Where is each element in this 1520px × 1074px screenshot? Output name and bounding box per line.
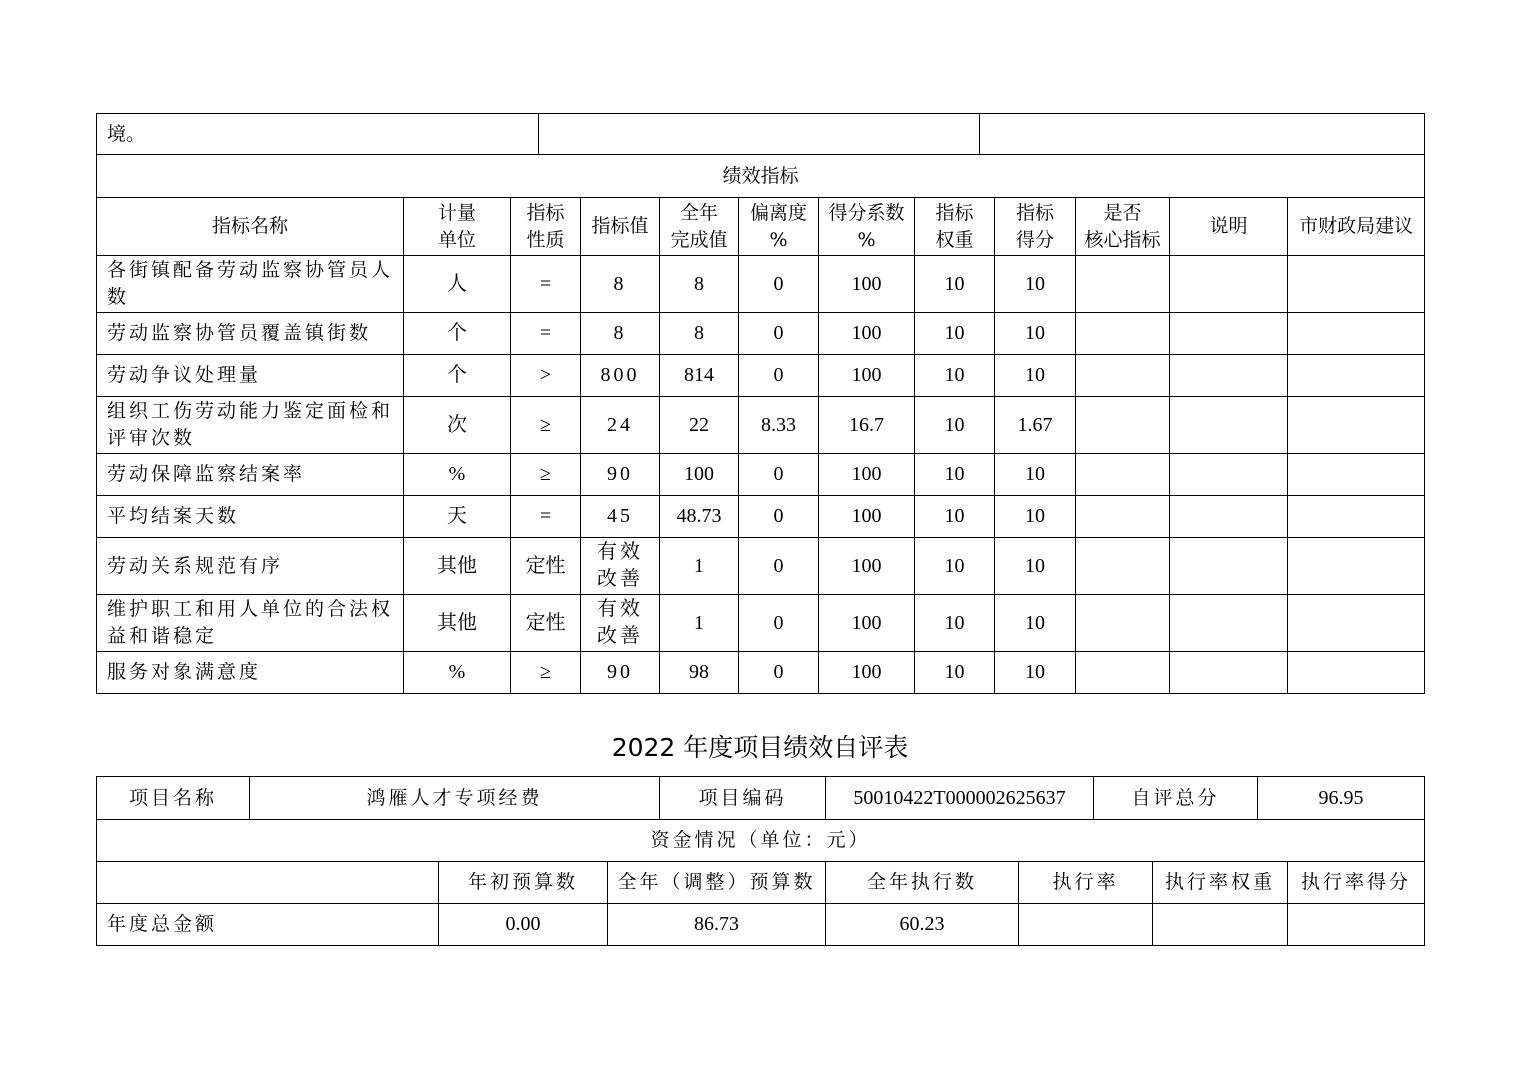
funds-table (96, 861, 1425, 946)
unit-cell: 其他 (404, 595, 511, 652)
funds-cell: 0.00 (439, 904, 608, 946)
unit-cell: % (404, 652, 511, 694)
funds-cell: 执行率得分 (1288, 862, 1425, 904)
indicator-name (97, 355, 404, 397)
note-cell (1170, 454, 1288, 496)
cell-line: 45 (607, 505, 633, 527)
suggestion-cell (1288, 454, 1425, 496)
indicator-name (97, 538, 404, 595)
score-cell: 10 (995, 313, 1076, 355)
cell-line: 指标 (935, 201, 974, 224)
cell-line: 是否 (1103, 201, 1142, 224)
actual-cell: 48.73 (660, 496, 739, 538)
note-cell (1170, 595, 1288, 652)
core-indicator-cell (1076, 397, 1170, 454)
deviation-cell: 0 (739, 355, 819, 397)
deviation-cell: 0 (739, 538, 819, 595)
cell-line: 有效 (597, 541, 643, 563)
weight-cell: 10 (915, 595, 995, 652)
project-name-value: 鸿雁人才专项经费 (250, 777, 660, 820)
note-cell (1170, 313, 1288, 355)
deviation-cell: 0 (739, 313, 819, 355)
cell-line: 指标值 (591, 215, 649, 237)
unit-cell: 其他 (404, 538, 511, 595)
target-cell (581, 397, 660, 454)
report-title: 2022 年度项目绩效自评表 (611, 733, 909, 762)
nature-cell: 定性 (511, 538, 581, 595)
cell-line: 劳动争议处理量 (107, 364, 262, 386)
coefficient-cell: 16.7 (819, 397, 915, 454)
funds-cell (1019, 904, 1153, 946)
performance-indicators-table (96, 154, 1425, 694)
cell-line: 维护职工和用人单位的合法权 (107, 598, 394, 620)
deviation-cell: 0 (739, 652, 819, 694)
score-cell: 10 (995, 538, 1076, 595)
column-header (1170, 198, 1288, 256)
cell-line: % (769, 228, 788, 251)
indicator-name (97, 595, 404, 652)
actual-cell: 1 (660, 595, 739, 652)
coefficient-cell: 100 (819, 538, 915, 595)
core-indicator-cell (1076, 538, 1170, 595)
target-cell (581, 595, 660, 652)
weight-cell: 10 (915, 313, 995, 355)
column-header (97, 198, 404, 256)
cell-line: 全年 (679, 201, 718, 224)
cell-line: 组织工伤劳动能力鉴定面检和 (107, 400, 394, 422)
funds-section-title: 资金情况（单位：元） (97, 820, 1425, 862)
funds-data-row (97, 904, 1425, 946)
actual-cell: 22 (660, 397, 739, 454)
weight-cell: 10 (915, 538, 995, 595)
actual-cell: 8 (660, 313, 739, 355)
funds-cell (97, 862, 439, 904)
empty-cell (980, 114, 1425, 155)
weight-cell: 10 (915, 355, 995, 397)
suggestion-cell (1288, 256, 1425, 313)
coefficient-cell: 100 (819, 313, 915, 355)
target-cell (581, 454, 660, 496)
column-header (1288, 198, 1425, 256)
core-indicator-cell (1076, 256, 1170, 313)
deviation-cell: 0 (739, 454, 819, 496)
deviation-cell: 8.33 (739, 397, 819, 454)
weight-cell: 10 (915, 397, 995, 454)
cell-line: 8 (613, 322, 627, 344)
coefficient-cell: 100 (819, 652, 915, 694)
nature-cell: ≥ (511, 454, 581, 496)
score-cell: 10 (995, 595, 1076, 652)
cell-line: 90 (607, 661, 633, 683)
cell-line: 数 (107, 286, 130, 308)
column-header (511, 198, 581, 256)
funds-cell: 全年（调整）预算数 (608, 862, 826, 904)
cell-line: 8 (613, 272, 627, 295)
cell-line: 评审次数 (107, 427, 196, 449)
indicator-name (97, 454, 404, 496)
funds-cell: 年初预算数 (439, 862, 608, 904)
table-row (97, 256, 1425, 313)
deviation-cell: 0 (739, 595, 819, 652)
funds-cell: 年度总金额 (97, 904, 439, 946)
score-cell: 10 (995, 454, 1076, 496)
weight-cell: 10 (915, 454, 995, 496)
cell-line: 改善 (597, 625, 643, 647)
cell-line: 核心指标 (1084, 228, 1161, 251)
nature-cell: ≥ (511, 652, 581, 694)
table-row (97, 397, 1425, 454)
header-row (97, 198, 1425, 256)
unit-cell: 人 (404, 256, 511, 313)
weight-cell: 10 (915, 256, 995, 313)
core-indicator-cell (1076, 454, 1170, 496)
cell-line: 指标 (526, 201, 565, 224)
unit-cell: 个 (404, 313, 511, 355)
table-row (97, 652, 1425, 694)
nature-cell: 定性 (511, 595, 581, 652)
core-indicator-cell (1076, 652, 1170, 694)
target-cell (581, 652, 660, 694)
actual-cell: 98 (660, 652, 739, 694)
indicator-name (97, 313, 404, 355)
suggestion-cell (1288, 397, 1425, 454)
coefficient-cell: 100 (819, 454, 915, 496)
note-cell (1170, 355, 1288, 397)
cell-line: 服务对象满意度 (107, 661, 262, 683)
cell-line: 劳动监察协管员覆盖镇街数 (107, 322, 372, 344)
cell-line: 指标 (1015, 201, 1054, 224)
table-row (97, 313, 1425, 355)
actual-cell: 814 (660, 355, 739, 397)
cell-line: 偏离度 (749, 201, 807, 224)
indicator-name (97, 496, 404, 538)
total-score-label: 自评总分 (1094, 777, 1258, 820)
deviation-cell: 0 (739, 496, 819, 538)
funds-cell: 执行率权重 (1153, 862, 1288, 904)
indicator-name (97, 397, 404, 454)
funds-header-row (97, 862, 1425, 904)
cell-line: % (857, 228, 876, 251)
target-cell (581, 538, 660, 595)
suggestion-cell (1288, 595, 1425, 652)
note-cell (1170, 538, 1288, 595)
unit-cell: % (404, 454, 511, 496)
cell-line: 有效 (597, 598, 643, 620)
score-cell: 10 (995, 355, 1076, 397)
suggestion-cell (1288, 538, 1425, 595)
funds-table-body (97, 862, 1425, 946)
nature-cell: > (511, 355, 581, 397)
project-name-label: 项目名称 (97, 777, 250, 820)
table-row (97, 538, 1425, 595)
note-cell (1170, 496, 1288, 538)
cell-line: 90 (607, 463, 633, 485)
table-row (97, 355, 1425, 397)
column-header (995, 198, 1076, 256)
cell-line: 平均结案天数 (107, 505, 240, 527)
column-header (581, 198, 660, 256)
cell-line: 完成值 (670, 228, 728, 251)
weight-cell: 10 (915, 496, 995, 538)
core-indicator-cell (1076, 313, 1170, 355)
cell-line: 劳动保障监察结案率 (107, 463, 306, 485)
cell-line: 市财政局建议 (1299, 215, 1414, 237)
continuation-text: 境。 (97, 114, 539, 155)
project-code-value: 50010422T000002625637 (826, 777, 1094, 820)
nature-cell: ≥ (511, 397, 581, 454)
cell-line: 说明 (1209, 215, 1248, 237)
funds-cell: 全年执行数 (826, 862, 1019, 904)
indicator-name (97, 256, 404, 313)
score-cell: 10 (995, 652, 1076, 694)
suggestion-cell (1288, 313, 1425, 355)
cell-line: 指标名称 (211, 215, 288, 237)
target-cell (581, 496, 660, 538)
table-row (97, 454, 1425, 496)
column-header (819, 198, 915, 256)
nature-cell: = (511, 256, 581, 313)
project-info-table (96, 776, 1425, 862)
target-cell (581, 355, 660, 397)
funds-cell (1288, 904, 1425, 946)
weight-cell: 10 (915, 652, 995, 694)
coefficient-cell: 100 (819, 256, 915, 313)
section-title: 绩效指标 (97, 155, 1425, 198)
funds-cell: 86.73 (608, 904, 826, 946)
cell-line: 权重 (935, 228, 974, 251)
total-score-value: 96.95 (1258, 777, 1425, 820)
score-cell: 1.67 (995, 397, 1076, 454)
cell-line: 24 (607, 413, 633, 436)
funds-cell (1153, 904, 1288, 946)
performance-table-body (97, 155, 1425, 694)
actual-cell: 1 (660, 538, 739, 595)
continuation-row-table (96, 113, 1425, 155)
column-header (915, 198, 995, 256)
empty-cell (539, 114, 980, 155)
cell-line: 劳动关系规范有序 (107, 554, 284, 577)
coefficient-cell: 100 (819, 496, 915, 538)
deviation-cell: 0 (739, 256, 819, 313)
cell-line: 各街镇配备劳动监察协管员人 (107, 259, 394, 281)
suggestion-cell (1288, 355, 1425, 397)
funds-cell: 60.23 (826, 904, 1019, 946)
score-cell: 10 (995, 496, 1076, 538)
cell-line: 单位 (437, 228, 476, 251)
project-code-label: 项目编码 (660, 777, 826, 820)
core-indicator-cell (1076, 595, 1170, 652)
cell-line: 益和谐稳定 (107, 625, 218, 647)
coefficient-cell: 100 (819, 595, 915, 652)
core-indicator-cell (1076, 355, 1170, 397)
coefficient-cell: 100 (819, 355, 915, 397)
target-cell (581, 313, 660, 355)
indicator-name (97, 652, 404, 694)
column-header (1076, 198, 1170, 256)
actual-cell: 100 (660, 454, 739, 496)
column-header (404, 198, 511, 256)
core-indicator-cell (1076, 496, 1170, 538)
nature-cell: = (511, 313, 581, 355)
nature-cell: = (511, 496, 581, 538)
note-cell (1170, 652, 1288, 694)
table-row (97, 496, 1425, 538)
cell-line: 800 (600, 364, 640, 386)
cell-line: 改善 (597, 568, 643, 590)
table-row (97, 595, 1425, 652)
actual-cell: 8 (660, 256, 739, 313)
funds-cell: 执行率 (1019, 862, 1153, 904)
suggestion-cell (1288, 496, 1425, 538)
unit-cell: 天 (404, 496, 511, 538)
cell-line: 得分系数 (828, 201, 905, 224)
note-cell (1170, 256, 1288, 313)
suggestion-cell (1288, 652, 1425, 694)
cell-line: 计量 (437, 201, 476, 224)
cell-line: 性质 (526, 228, 565, 251)
note-cell (1170, 397, 1288, 454)
cell-line: 得分 (1015, 228, 1054, 251)
column-header (660, 198, 739, 256)
unit-cell: 次 (404, 397, 511, 454)
unit-cell: 个 (404, 355, 511, 397)
score-cell: 10 (995, 256, 1076, 313)
target-cell (581, 256, 660, 313)
column-header (739, 198, 819, 256)
